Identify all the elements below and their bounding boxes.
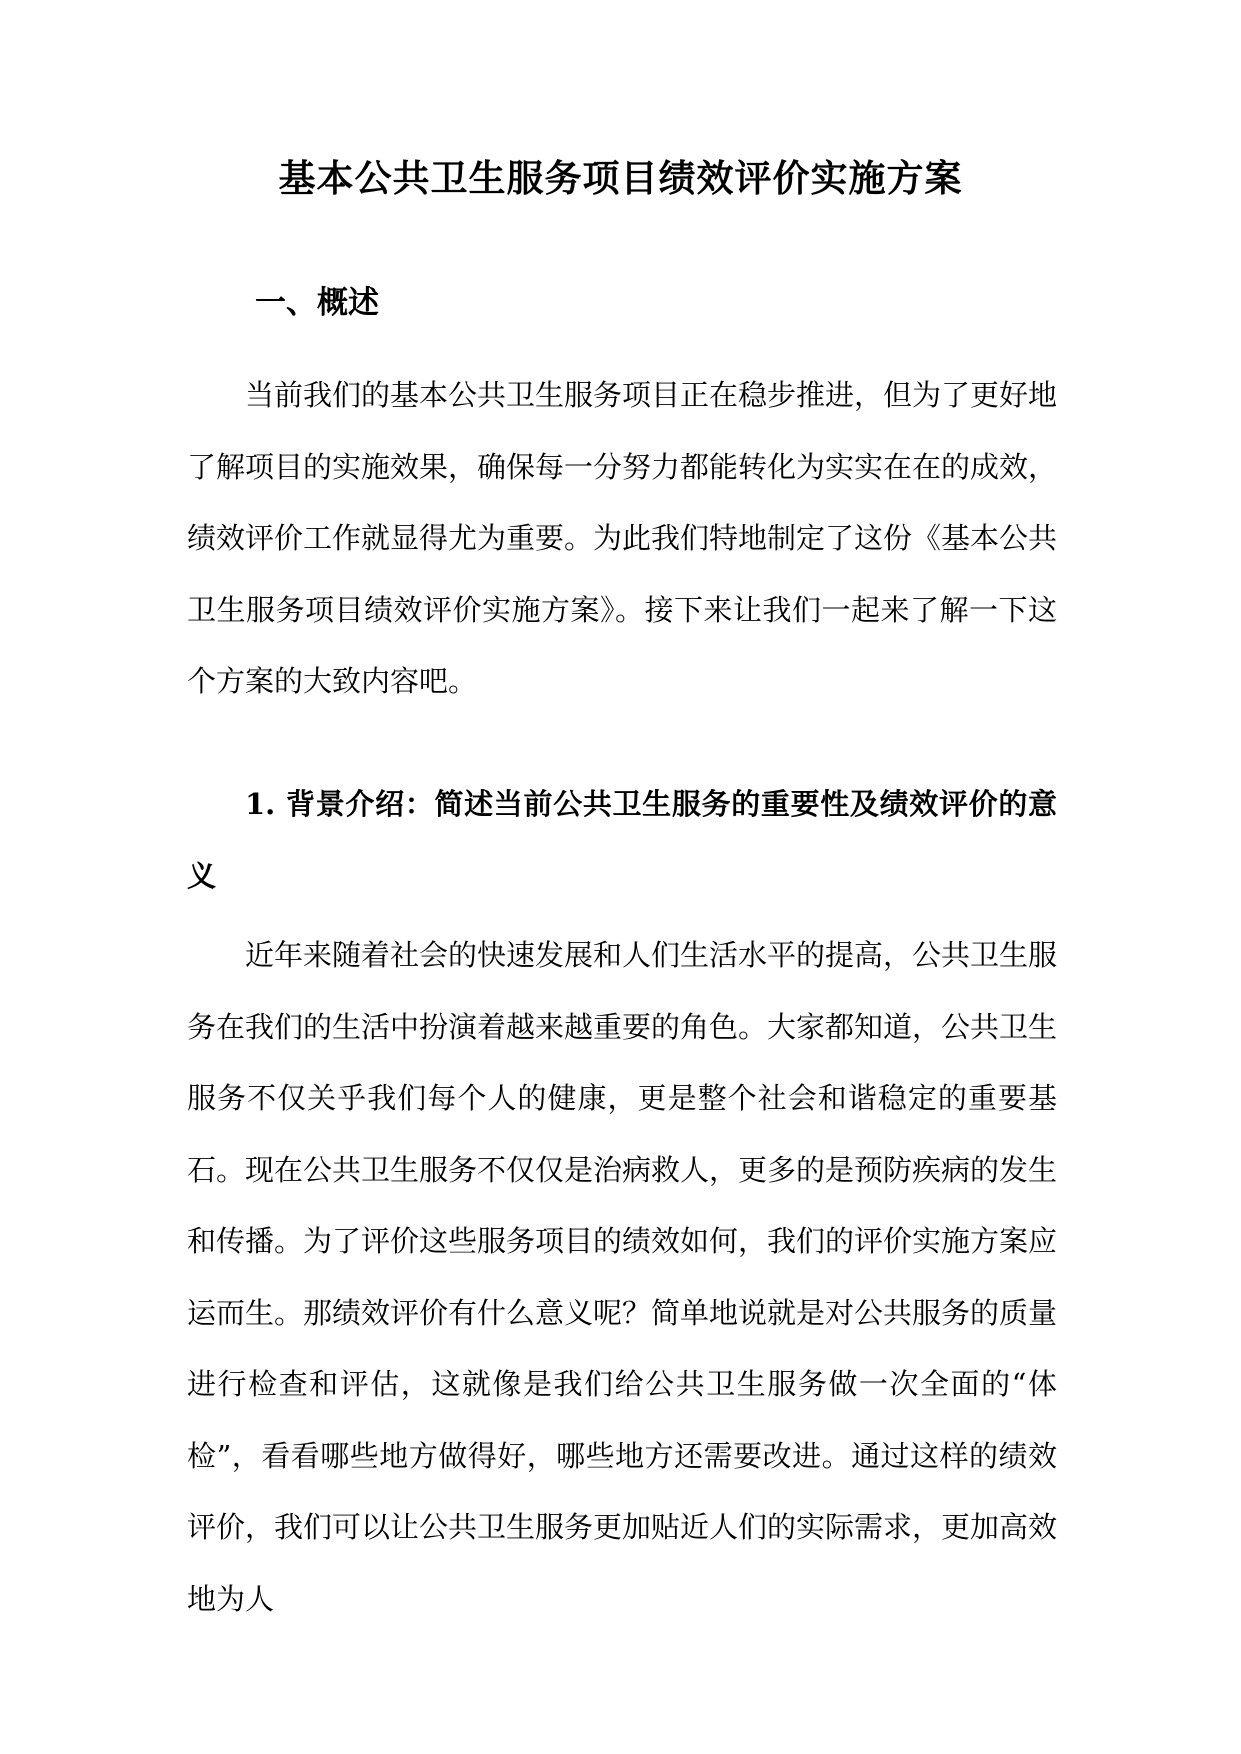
document-title: 基本公共卫生服务项目绩效评价实施方案 — [278, 156, 963, 200]
subsection-heading-background: 1. 背景介绍：简述当前公共卫生服务的重要性及绩效评价的意义 — [187, 787, 1057, 893]
section-heading-overview: 一、概述 — [255, 285, 379, 321]
background-paragraph: 近年来随着社会的快速发展和人们生活水平的提高，公共卫生服务在我们的生活中扮演着越来越重要的角色。大家都知道，公共卫生服务不仅关乎我们每个人的健康，更是整个社会和谐稳定的重要基石。现在公共卫生服务不仅仅是治病救人，更多的是预防疾病的发生和传播。为了评价这些服务项目的绩效如何，我们的评价实施方案应运而生。那绩效评价有什么意义呢？简单地说就是对公共服务的质量进行检查和评估，这就像是我们给公共卫生服务做一次全面的“体检”，看看哪些地方做得好，哪些地方还需要改进。通过这样的绩效评价，我们可以让公共卫生服务更加贴近人们的实际需求，更加高效地为人 — [187, 938, 1058, 1616]
overview-paragraph: 当前我们的基本公共卫生服务项目正在稳步推进，但为了更好地了解项目的实施效果，确保每一分努力都能转化为实实在在的成效，绩效评价工作就显得尤为重要。为此我们特地制定了这份《基本公共卫生服务项目绩效评价实施方案》。接下来让我们一起来了解一下这个方案的大致内容吧。 — [187, 378, 1058, 698]
